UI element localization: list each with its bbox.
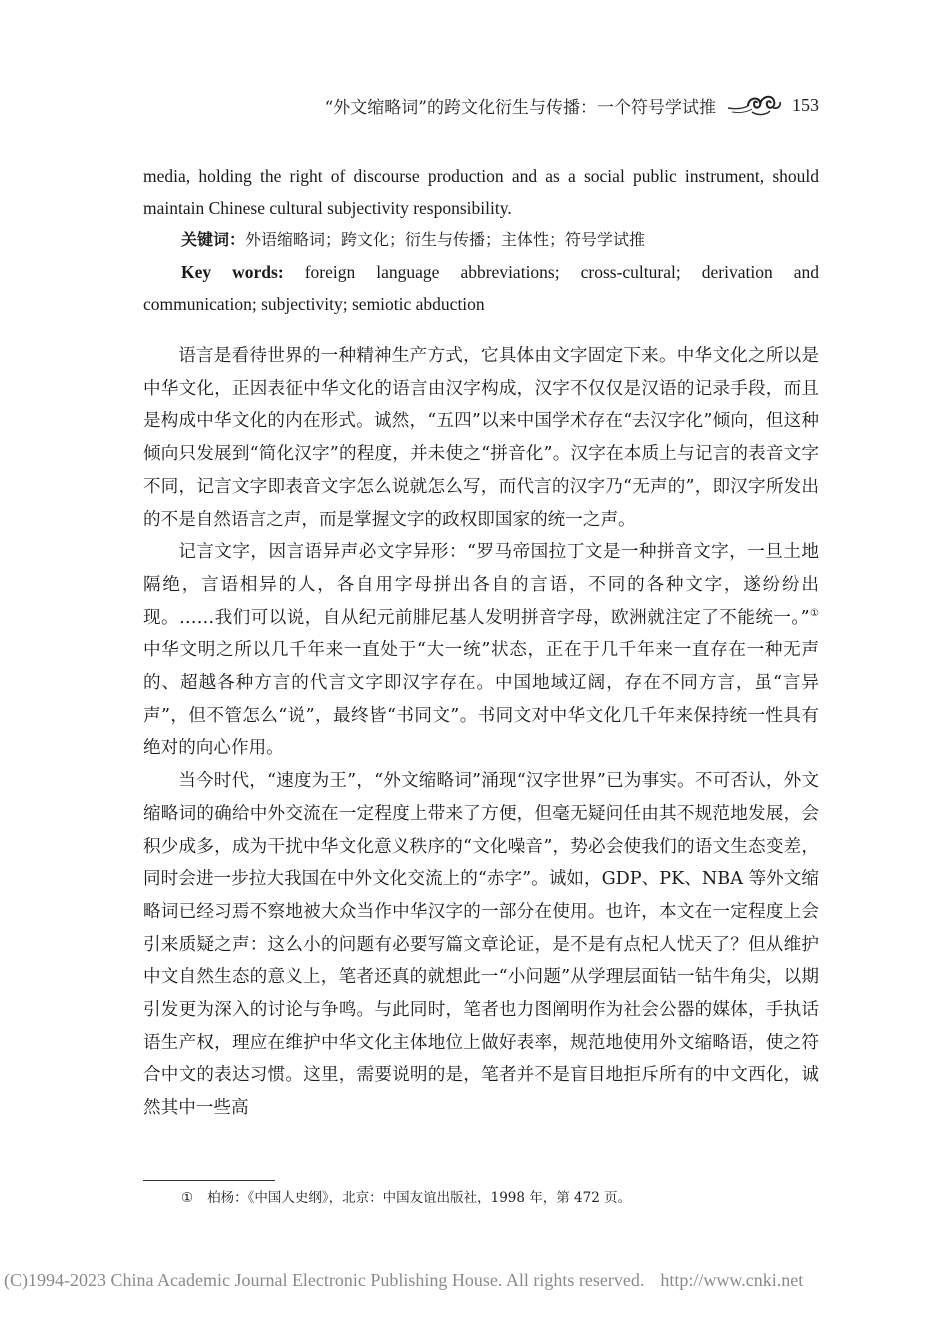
paragraph-2 [143, 536, 819, 765]
copyright-line [4, 1270, 946, 1291]
paragraph-2-quote: 记言文字，因言语异声必文字异形：“罗马帝国拉丁文是一种拼音文字，一旦土地隔绝，言语相异的人，各自用字母拼出各自的言语，不同的各种文字，遂纷纷出现。……我们可以说，自从纪元前腓尼基人发明拼音字母，欧洲就注定了不能统一。” [143, 542, 819, 628]
keywords-en-text: foreign language abbreviations; cross-cultural; derivation and communication; subjectivity; semiotic abduction [143, 262, 819, 314]
keywords-cn-text: 外语缩略词；跨文化；衍生与传播；主体性；符号学试推 [245, 230, 646, 249]
copyright-text: (C)1994-2023 China Academic Journal Electronic Publishing House. All rights reserved. [4, 1270, 645, 1290]
cnki-link[interactable]: http://www.cnki.net [660, 1270, 804, 1290]
running-title: “外文缩略词”的跨文化衍生与传播：一个符号学试推 [324, 97, 716, 118]
paragraph-3: 当今时代，“速度为王”，“外文缩略词”涌现“汉字世界”已为事实。不可否认，外文缩略词的确给中外交流在一定程度上带来了方便，但毫无疑问任由其不规范地发展，会积少成多，成为干扰中华文化意义秩序的“文化噪音”，势必会使我们的语文生态变差，同时会进一步拉大我国在中外文化交流上的“赤字”。诚如，GDP、PK、NBA 等外文缩略词已经习焉不察地被大众当作中华汉字的一部分在使用。也许，本文在一定程度上会引来质疑之声：这么小的问题有必要写篇文章论证，是不是有点杞人忧天了？但从维护中文自然生态的意义上，笔者还真的就想此一“小问题”从学理层面钻一钻牛角尖，以期引发更为深入的讨论与争鸣。与此同时，笔者也力图阐明作为社会公器的媒体，手执话语生产权，理应在维护中华文化主体地位上做好表率，规范地使用外文缩略语，使之符合中文的表达习惯。这里，需要说明的是，笔者并不是盲目地拒斥所有的中文西化，诚然其中一些高 [143, 771, 819, 1119]
footnote-divider [143, 1180, 275, 1181]
keywords-cn-label: 关键词： [181, 230, 246, 249]
abstract-en-continuation: media, holding the right of discourse production and as a social public instrument, should maintain Chinese cultural subjectivity responsibility. [143, 166, 819, 218]
running-header [143, 92, 819, 118]
paragraph-1: 语言是看待世界的一种精神生产方式，它具体由文字固定下来。中华文化之所以是中华文化，正因表征中华文化的语言由汉字构成，汉字不仅仅是汉语的记录手段，而且是构成中华文化的内在形式。诚然，“五四”以来中国学术存在“去汉字化”倾向，但这种倾向只发展到“简化汉字”的程度，并未使之“拼音化”。汉字在本质上与记言的表音文字不同，记言文字即表音文字怎么说就怎么写，而代言的汉字乃“无声的”，即汉字所发出的不是自然语言之声，而是掌握文字的政权即国家的统一之声。 [143, 346, 819, 530]
body-text [143, 340, 819, 1125]
page-number: 153 [792, 94, 819, 115]
keywords-en-label: Key words: [181, 262, 284, 282]
footnote-mark: ① [181, 1190, 194, 1206]
footnote-text: 柏杨：《中国人史纲》，北京：中国友谊出版社，1998 年，第 472 页。 [207, 1190, 632, 1206]
paragraph-2-rest: 中华文明之所以几千年来一直处于“大一统”状态，正在于几千年来一直存在一种无声的、超越各种方言的代言文字即汉字存在。中国地域辽阔，存在不同方言，虽“言异声”，但不管怎么“说”，最终皆“书同文”。书同文对中华文化几千年来保持统一性具有绝对的向心作用。 [143, 640, 819, 759]
cloud-scroll-ornament-icon [726, 92, 784, 118]
keywords-cn [181, 225, 819, 255]
footnote [181, 1186, 801, 1210]
keywords-en [143, 256, 819, 320]
footnote-ref[interactable]: ① [809, 607, 820, 619]
